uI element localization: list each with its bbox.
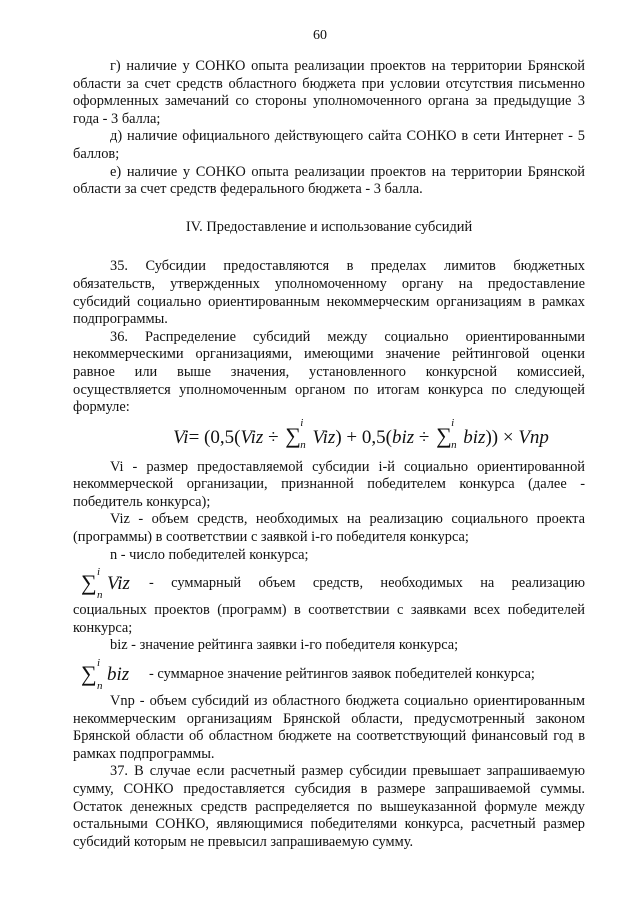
definition-n: n - число победителей конкурса;: [110, 546, 309, 563]
sum-biz-text: - суммарное значение рейтингов заявок победителей конкурса;: [149, 666, 535, 683]
formula-biz: biz: [391, 426, 415, 448]
sigma-symbol: ∑: [81, 661, 97, 687]
sum-sub: n: [451, 438, 457, 451]
definition-vi: Vi - размер предоставляемой субсидии i-й социально ориентированной некоммерческой организации, признанной победителем конкурса (далее - победитель конкурса);: [73, 458, 585, 510]
definition-viz: Viz - объем средств, необходимых на реализацию социального проекта (программы) в соответствии с заявкой i-го победителя конкурса;: [73, 511, 585, 546]
formula-sum-1: [285, 416, 306, 451]
formula-viz: Viz: [240, 426, 264, 448]
sum-sup: i: [97, 657, 101, 670]
sum-viz-symbol: [81, 566, 139, 602]
sum-viz-text: - суммарный объем средств, необходимых на реализацию: [149, 575, 585, 592]
section-heading: IV. Предоставление и использование субсидий: [185, 218, 473, 235]
sum-biz-row: [73, 657, 585, 693]
paragraph-g: г) наличие у СОНКО опыта реализации проектов на территории Брянской области за счет средств областного бюджета при условии отсутствия письменно оформленных замечаний со стороны уполномоченного органа за предыдущие 3 года - 3 балла;: [73, 58, 585, 127]
sum-sub: n: [300, 438, 306, 451]
sigma-symbol: ∑: [81, 570, 97, 596]
sum-sup: i: [300, 416, 304, 429]
sum-biz-symbol: [81, 657, 139, 693]
formula-div1: ÷: [263, 426, 284, 448]
sigma-symbol: ∑: [285, 422, 301, 448]
formula-viz2: Viz: [312, 426, 336, 448]
paragraph-35: 35. Субсидии предоставляются в пределах лимитов бюджетных обязательств, утвержденных уполномоченному органу на предоставление субсидий социально ориентированным некоммерческим организациям в рамках подпрограммы.: [73, 258, 585, 328]
paragraph-d: д) наличие официального действующего сайта СОНКО в сети Интернет - 5 баллов;: [73, 128, 585, 162]
paragraph-37: 37. В случае если расчетный размер субсидии превышает запрашиваемую сумму, СОНКО предоставляется субсидия в размере запрашиваемой суммы. Остаток денежных средств распределяется по вышеуказанной формуле между остальными СОНКО, являющимися победителями конкурса, расчетный размер субсидий которым не превысил запрашиваемую сумму.: [73, 763, 585, 850]
subsidy-formula: [137, 416, 585, 453]
formula-biz2: biz: [463, 426, 486, 448]
sigma-symbol: ∑: [436, 422, 452, 448]
sum-sub: n: [97, 589, 103, 602]
paragraph-e: е) наличие у СОНКО опыта реализации проектов на территории Брянской области за счет средств федерального бюджета - 3 балла.: [73, 163, 585, 198]
sum-var: Viz: [107, 573, 130, 595]
formula-close: )) ×: [485, 426, 519, 448]
definition-biz: biz - значение рейтинга заявки i-го победителя конкурса;: [110, 637, 459, 654]
formula-mid: ) + 0,5(: [335, 426, 392, 448]
document-body: [73, 58, 585, 851]
formula-div2: ÷: [414, 426, 435, 448]
sum-sup: i: [97, 566, 101, 579]
formula-lhs: Vi: [173, 426, 189, 448]
formula-eq: = (0,5(: [188, 426, 241, 448]
formula-vnp: Vnp: [518, 426, 549, 448]
sum-sub: n: [97, 680, 103, 693]
sum-sup: i: [451, 416, 455, 429]
definition-sum-viz-rest: социальных проектов (программ) в соответствии с заявками всех победителей конкурса;: [73, 602, 585, 636]
sum-viz-row: [73, 566, 585, 602]
paragraph-36: 36. Распределение субсидий между социально ориентированными некоммерческими организациями, имеющими значение рейтинговой оценки равное или выше значения, установленного конкурсной комиссией, осуществляется уполномоченным органом по итогам конкурса по следующей формуле:: [73, 328, 585, 416]
page-number: 60: [313, 28, 327, 43]
formula-sum-2: [436, 416, 457, 451]
definition-vnp: Vnp - объем субсидий из областного бюджета социально ориентированным некоммерческим организациям Брянской области, предусмотренный законом Брянской области об областном бюджете на соответствующий финансовый год в рамках подпрограммы.: [73, 693, 585, 762]
sum-var: biz: [107, 664, 130, 686]
